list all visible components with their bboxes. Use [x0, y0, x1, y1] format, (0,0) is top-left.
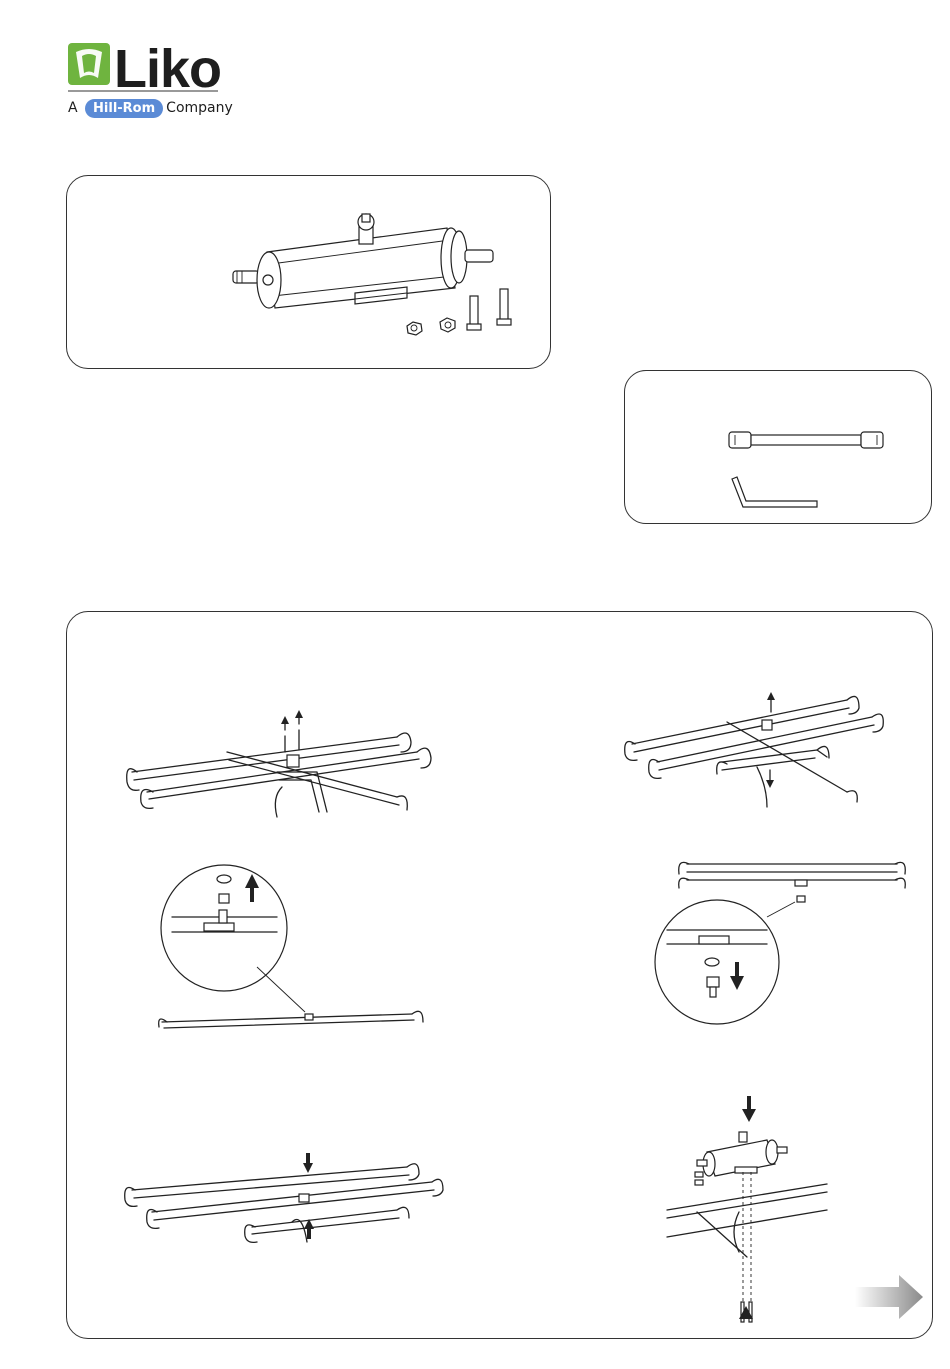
up-arrow-icon: [767, 692, 775, 700]
up-arrow-icon: [295, 710, 303, 718]
step-1-diagram: [127, 710, 431, 817]
tools-panel: [624, 370, 932, 524]
nut-icon: [440, 318, 455, 332]
up-arrow-icon: [281, 716, 289, 724]
parts-illustration: [67, 176, 550, 368]
socket-wrench-icon: [729, 432, 883, 448]
step-3-diagram: [159, 865, 423, 1028]
steps-illustration: [67, 612, 932, 1338]
steps-panel: [66, 611, 933, 1339]
tagline-prefix: A: [68, 100, 78, 116]
hub-plate: [287, 755, 299, 767]
down-arrow-icon: [766, 780, 774, 788]
down-arrow-icon: [742, 1109, 756, 1122]
parts-panel: [66, 175, 551, 369]
tools-illustration: [625, 371, 931, 523]
nut-icon: [407, 322, 422, 335]
tagline-suffix: Company: [166, 100, 233, 116]
motor-tube-adapter-icon: [233, 214, 493, 308]
partner-badge: Hill-Rom: [85, 99, 163, 118]
allen-key-icon: [732, 477, 817, 507]
step-6-diagram: [667, 1096, 827, 1322]
brand-name: Liko: [114, 39, 222, 99]
brand-tagline: [68, 99, 233, 118]
next-page-arrow-icon[interactable]: [855, 1273, 925, 1321]
down-arrow-icon: [303, 1163, 313, 1173]
step-5-diagram: [125, 1153, 443, 1242]
step-2-diagram: [625, 692, 884, 807]
bolt-icon: [497, 289, 511, 325]
step-4-diagram: [655, 862, 905, 1024]
bolt-icon: [467, 296, 481, 330]
hub-plate: [762, 720, 772, 730]
